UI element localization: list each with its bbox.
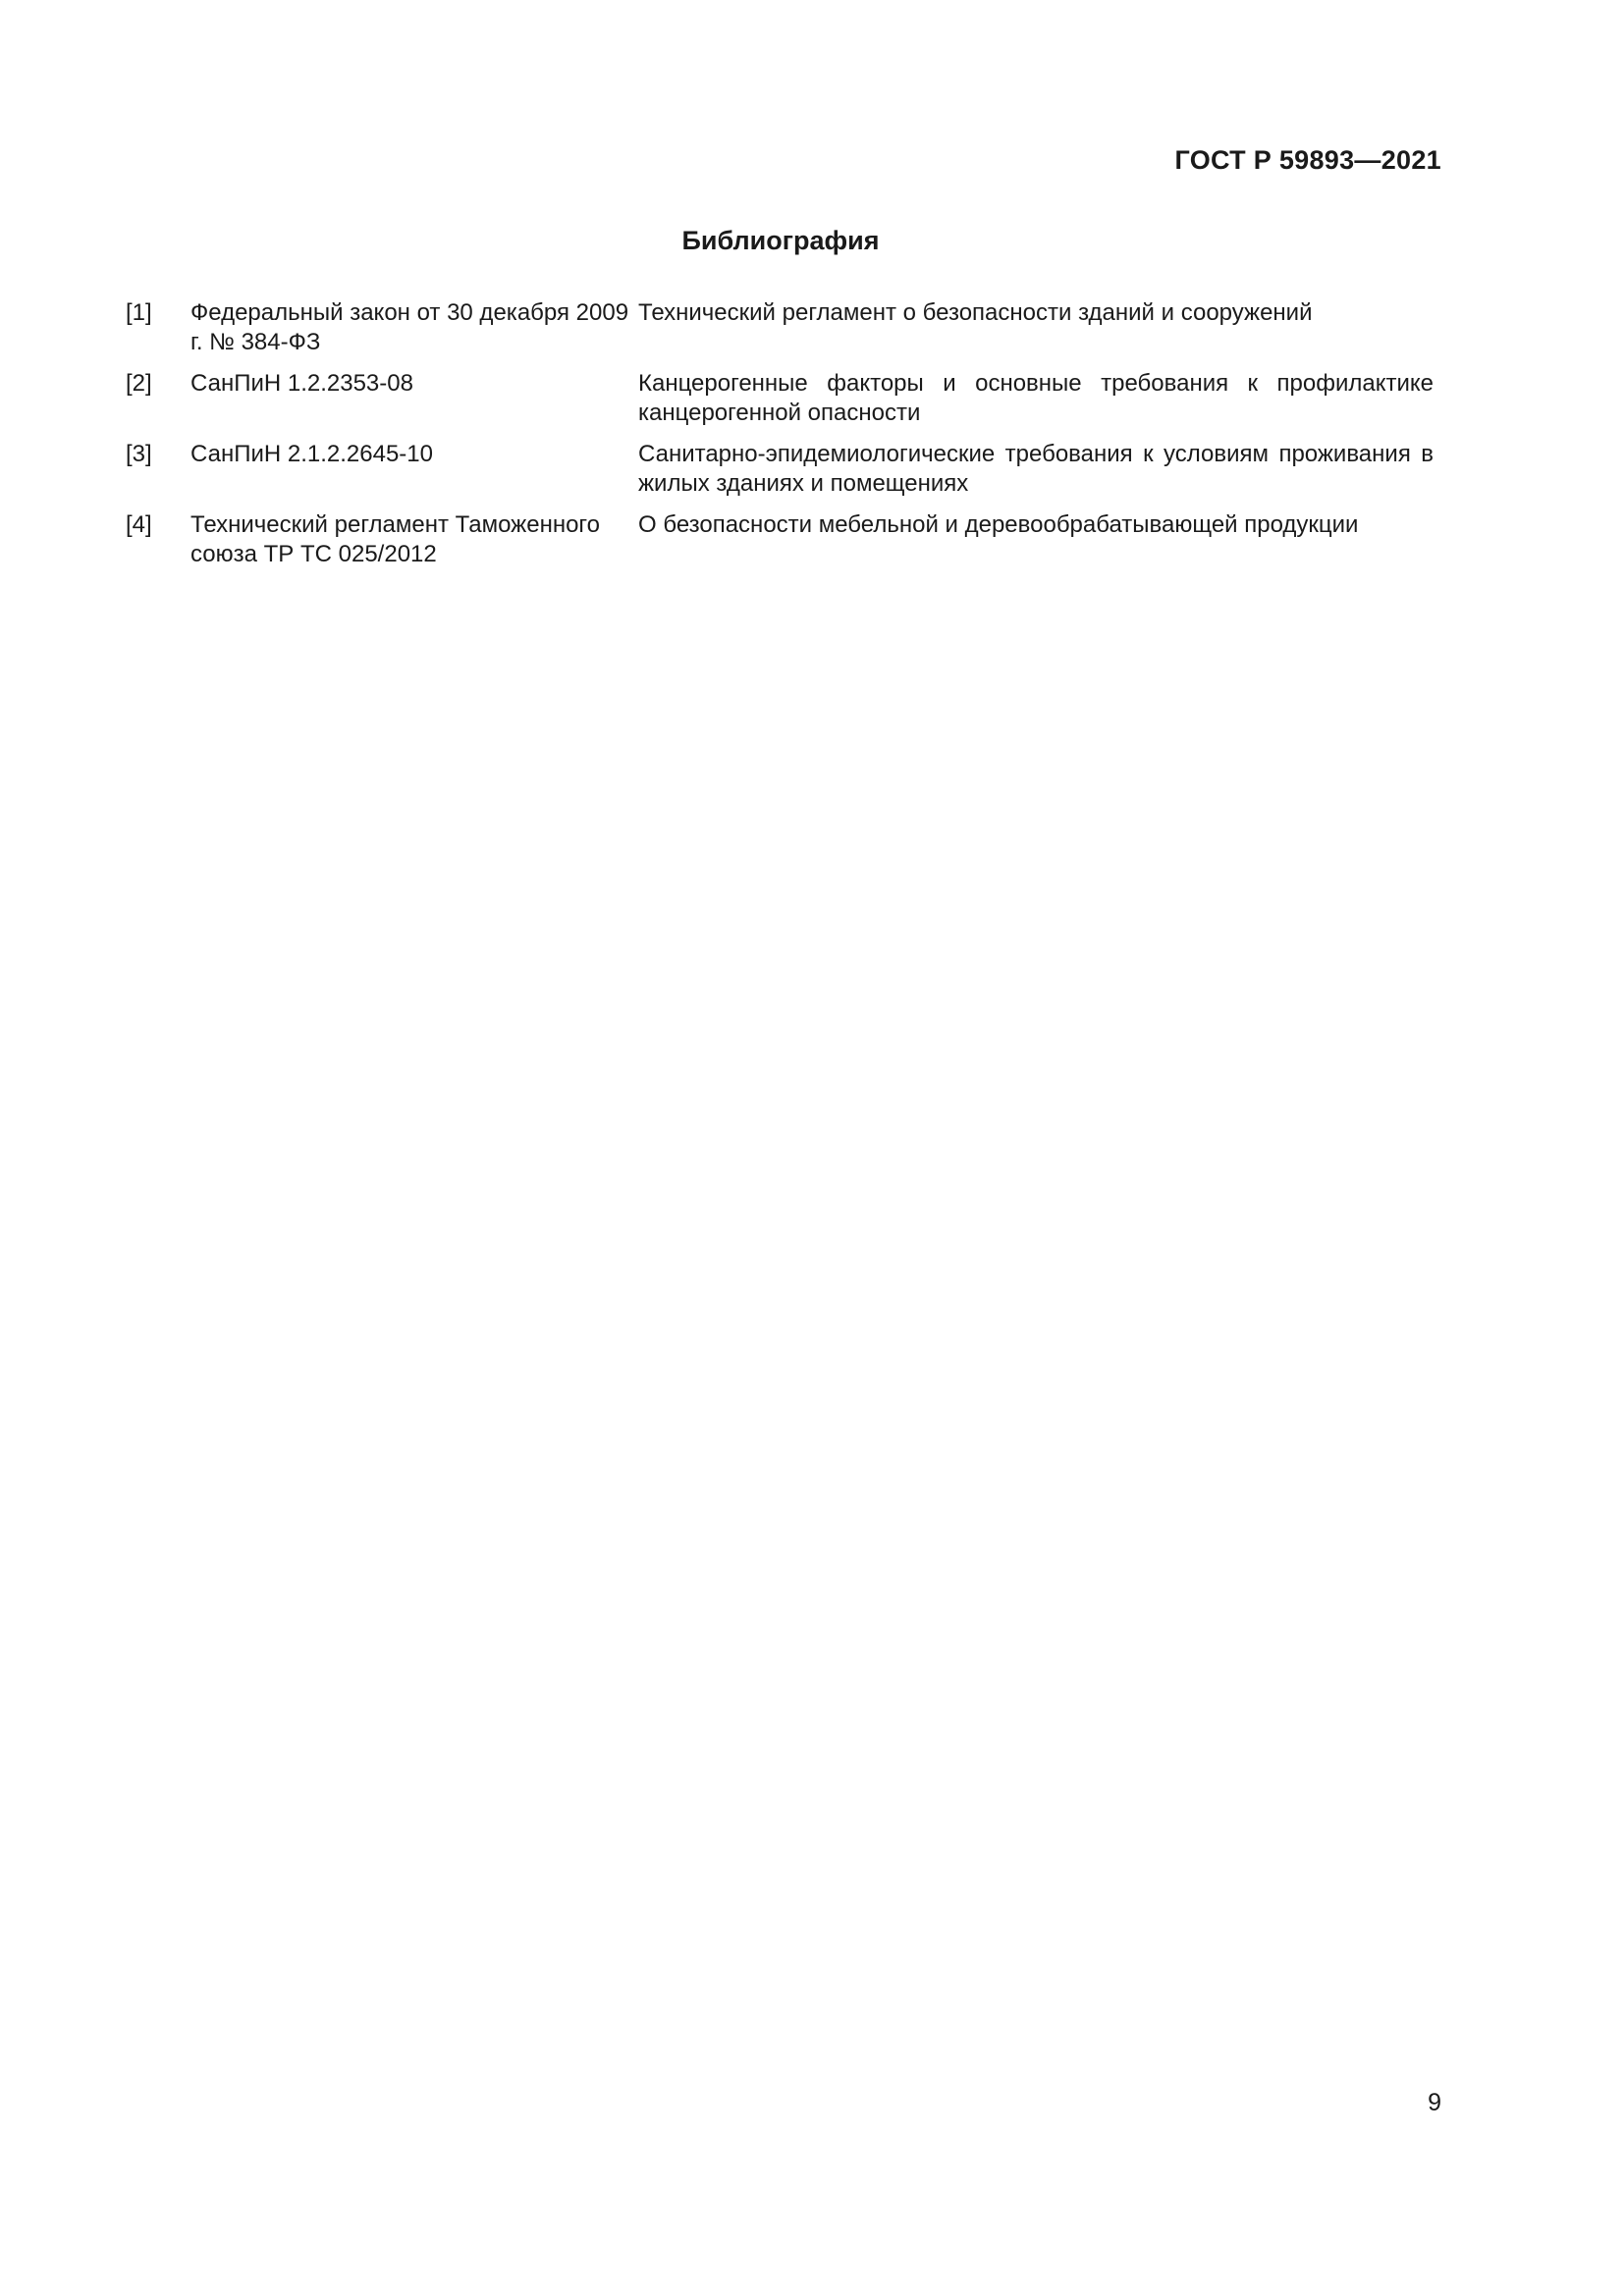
bibliography-list [126,298,1434,581]
entry-number: [3] [126,441,152,467]
entry-number: [4] [126,511,152,538]
bibliography-entry [126,440,1434,499]
bibliography-entry [126,298,1434,357]
bibliography-entry [126,369,1434,428]
entry-title: Технический регламент о безопасности зданий и сооружений [638,299,1313,326]
entry-number: [2] [126,370,152,397]
page-number: 9 [1428,2089,1441,2116]
entry-reference: Технический регламент Таможенного союза ТР ТС 025/2012 [190,511,600,567]
section-title: Библиография [681,226,880,255]
entry-title: О безопасности мебельной и деревообрабатывающей продукции [638,511,1359,538]
bibliography-entry [126,510,1434,569]
entry-number: [1] [126,299,152,326]
entry-title: Канцерогенные факторы и основные требования к профилактике канцерогенной опасности [638,370,1434,426]
entry-title: Санитарно-эпидемиологические требования к условиям проживания в жилых зданиях и помещениях [638,441,1434,497]
entry-reference: СанПиН 1.2.2353-08 [190,370,413,397]
entry-reference: СанПиН 2.1.2.2645-10 [190,441,433,467]
document-id: ГОСТ Р 59893—2021 [1174,145,1441,175]
entry-reference: Федеральный закон от 30 декабря 2009 г. № 384-ФЗ [190,299,629,355]
